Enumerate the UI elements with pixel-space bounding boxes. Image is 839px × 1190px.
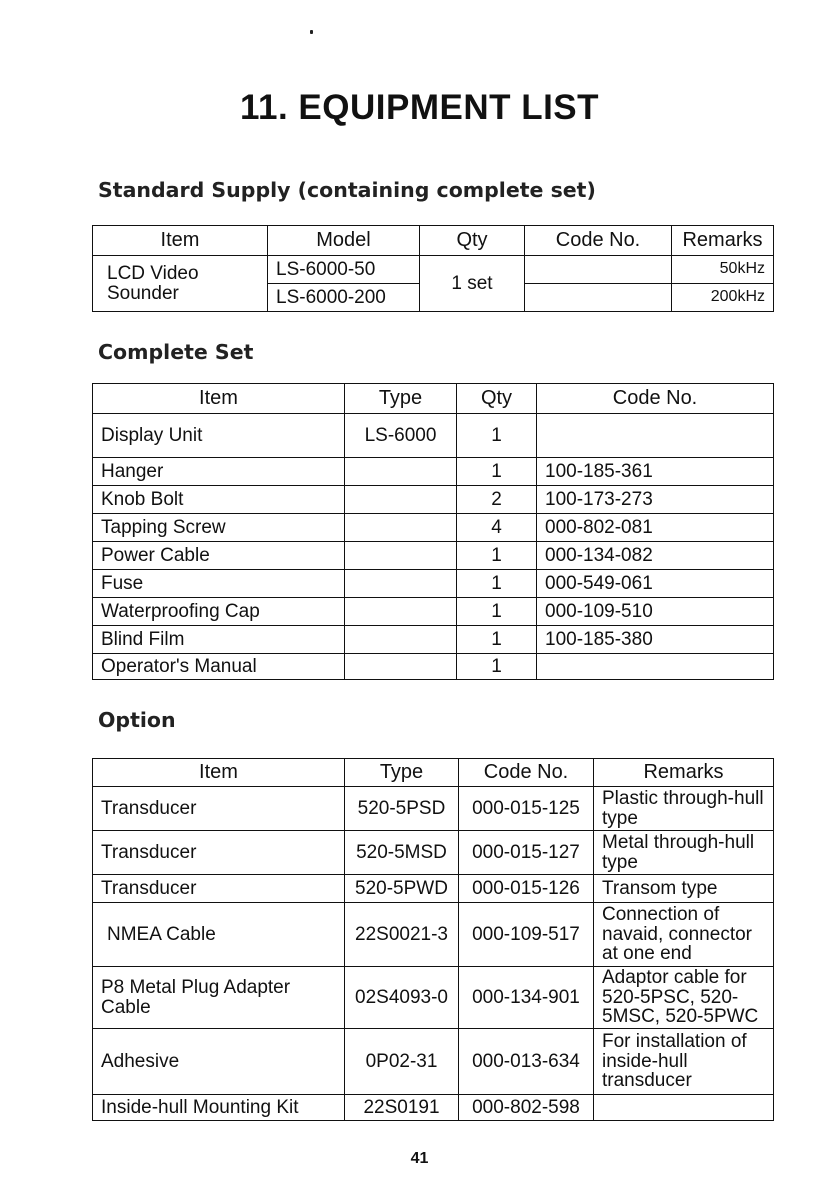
- table-row: [93, 414, 774, 458]
- page-title: 11. EQUIPMENT LIST: [239, 88, 600, 127]
- qty-cell: 1: [457, 414, 537, 458]
- type-cell: [345, 598, 457, 626]
- code-cell: [537, 414, 774, 458]
- code-cell: 000-134-901: [459, 967, 594, 1029]
- standard-supply-table: [92, 225, 774, 312]
- remarks-cell: [594, 1095, 774, 1121]
- type-cell: 520-5PWD: [345, 875, 459, 903]
- table-row: [93, 514, 774, 542]
- type-cell: [345, 514, 457, 542]
- header-item: Item: [93, 759, 345, 787]
- code-cell: 000-015-127: [459, 831, 594, 875]
- item-cell: Fuse: [93, 570, 345, 598]
- header-type: Type: [345, 384, 457, 414]
- header-code-no: Code No.: [537, 384, 774, 414]
- code-cell: 000-802-598: [459, 1095, 594, 1121]
- code-cell: [525, 284, 672, 312]
- item-cell: Tapping Screw: [93, 514, 345, 542]
- type-cell: [345, 626, 457, 654]
- header-item: Item: [93, 384, 345, 414]
- item-cell: Operator's Manual: [93, 654, 345, 680]
- code-cell: 000-015-125: [459, 787, 594, 831]
- table-row: [93, 458, 774, 486]
- remarks-cell: Connection of navaid, connector at one end: [594, 903, 774, 967]
- table-row: [93, 1095, 774, 1121]
- code-cell: 100-185-361: [537, 458, 774, 486]
- remarks-cell: For installation of inside-hull transducer: [594, 1029, 774, 1095]
- item-cell: Transducer: [93, 875, 345, 903]
- header-remarks: Remarks: [672, 226, 774, 256]
- type-cell: LS-6000: [345, 414, 457, 458]
- table-row: [93, 1029, 774, 1095]
- code-cell: 100-185-380: [537, 626, 774, 654]
- remarks-cell: Adaptor cable for 520-5PSC, 520-5MSC, 520-5PWC: [594, 967, 774, 1029]
- scan-speck: [310, 30, 313, 34]
- type-cell: 0P02-31: [345, 1029, 459, 1095]
- model-cell: LS-6000-200: [268, 284, 420, 312]
- qty-cell: 4: [457, 514, 537, 542]
- table-row: [93, 875, 774, 903]
- qty-cell: 1: [457, 458, 537, 486]
- item-cell: P8 Metal Plug Adapter Cable: [93, 967, 345, 1029]
- table-row: [93, 831, 774, 875]
- code-cell: 000-134-082: [537, 542, 774, 570]
- item-cell: LCD Video Sounder: [93, 256, 268, 312]
- remarks-cell: Plastic through-hull type: [594, 787, 774, 831]
- header-model: Model: [268, 226, 420, 256]
- table-row: [93, 598, 774, 626]
- table-header-row: [93, 226, 774, 256]
- code-cell: [525, 256, 672, 284]
- table-row: [93, 626, 774, 654]
- table-row: [93, 486, 774, 514]
- qty-cell: 1: [457, 626, 537, 654]
- type-cell: 520-5PSD: [345, 787, 459, 831]
- remarks-cell: Metal through-hull type: [594, 831, 774, 875]
- option-table: [92, 758, 774, 1121]
- item-cell: Hanger: [93, 458, 345, 486]
- type-cell: 22S0191: [345, 1095, 459, 1121]
- table-row: [93, 787, 774, 831]
- table-row: [93, 256, 774, 284]
- type-cell: 02S4093-0: [345, 967, 459, 1029]
- code-cell: 000-802-081: [537, 514, 774, 542]
- type-cell: [345, 570, 457, 598]
- code-cell: 000-549-061: [537, 570, 774, 598]
- item-cell: Adhesive: [93, 1029, 345, 1095]
- table-header-row: [93, 759, 774, 787]
- code-cell: 000-013-634: [459, 1029, 594, 1095]
- qty-cell: 1: [457, 570, 537, 598]
- item-cell: Transducer: [93, 787, 345, 831]
- code-cell: 000-109-510: [537, 598, 774, 626]
- item-cell: Waterproofing Cap: [93, 598, 345, 626]
- code-cell: 000-015-126: [459, 875, 594, 903]
- header-code-no: Code No.: [525, 226, 672, 256]
- table-header-row: [93, 384, 774, 414]
- qty-cell: 1: [457, 598, 537, 626]
- code-cell: 100-173-273: [537, 486, 774, 514]
- table-row: [93, 542, 774, 570]
- table-row: [93, 654, 774, 680]
- qty-cell: 1: [457, 542, 537, 570]
- type-cell: [345, 654, 457, 680]
- header-remarks: Remarks: [594, 759, 774, 787]
- type-cell: [345, 486, 457, 514]
- item-cell: NMEA Cable: [93, 903, 345, 967]
- type-cell: 22S0021-3: [345, 903, 459, 967]
- table-row: [93, 570, 774, 598]
- remarks-cell: 50kHz: [672, 256, 774, 284]
- item-cell: Knob Bolt: [93, 486, 345, 514]
- header-type: Type: [345, 759, 459, 787]
- item-cell: Display Unit: [93, 414, 345, 458]
- item-cell: Inside-hull Mounting Kit: [93, 1095, 345, 1121]
- qty-cell: 1 set: [420, 256, 525, 312]
- header-item: Item: [93, 226, 268, 256]
- header-qty: Qty: [420, 226, 525, 256]
- type-cell: 520-5MSD: [345, 831, 459, 875]
- table-row: [93, 903, 774, 967]
- page-number: 41: [410, 1150, 429, 1167]
- complete-set-table: [92, 383, 774, 680]
- table-row: [93, 967, 774, 1029]
- header-code-no: Code No.: [459, 759, 594, 787]
- standard-supply-heading: Standard Supply (containing complete set): [98, 178, 596, 202]
- item-cell: Transducer: [93, 831, 345, 875]
- model-cell: LS-6000-50: [268, 256, 420, 284]
- type-cell: [345, 458, 457, 486]
- header-qty: Qty: [457, 384, 537, 414]
- code-cell: [537, 654, 774, 680]
- remarks-cell: 200kHz: [672, 284, 774, 312]
- type-cell: [345, 542, 457, 570]
- complete-set-heading: Complete Set: [98, 340, 254, 364]
- qty-cell: 1: [457, 654, 537, 680]
- item-cell: Blind Film: [93, 626, 345, 654]
- item-cell: Power Cable: [93, 542, 345, 570]
- remarks-cell: Transom type: [594, 875, 774, 903]
- code-cell: 000-109-517: [459, 903, 594, 967]
- qty-cell: 2: [457, 486, 537, 514]
- option-heading: Option: [98, 708, 176, 732]
